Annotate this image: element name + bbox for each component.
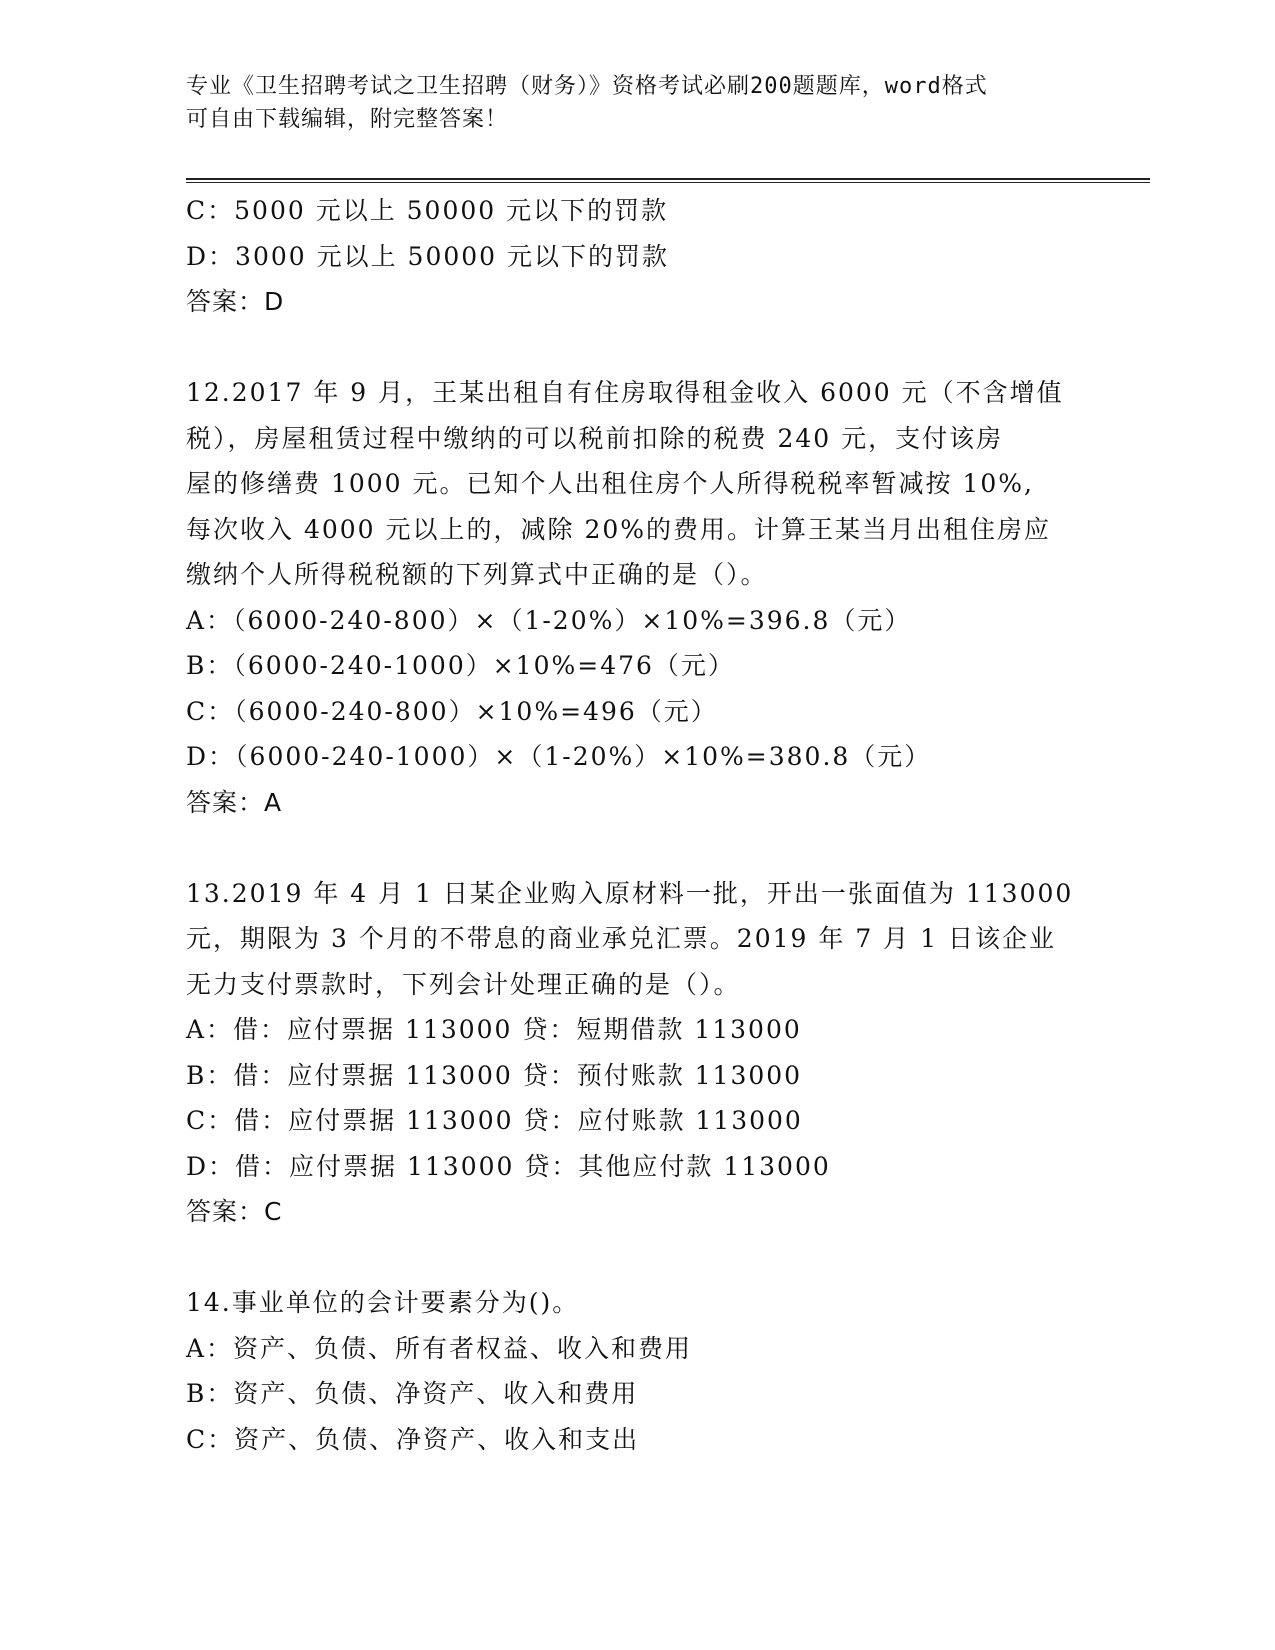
- q12-option-b: B：（6000-240-1000）×10%=476（元）: [186, 651, 735, 680]
- q12-option-c: C：（6000-240-800）×10%=496（元）: [186, 696, 718, 726]
- q11-option-c: C：5000 元以上 50000 元以下的罚款: [186, 196, 669, 225]
- q14-option-a: A：资产、负债、所有者权益、收入和费用: [186, 1333, 693, 1363]
- spacer: [186, 1235, 1086, 1281]
- q12-stem-line-4: 每次收入 4000 元以上的，减除 20%的费用。计算王某当月出租住房应: [186, 514, 1052, 544]
- q14-option-b: B：资产、负债、净资产、收入和费用: [186, 1379, 639, 1408]
- spacer: [186, 325, 1086, 371]
- q12-option-a: A：（6000-240-800）×（1-20%）×10%=396.8（元）: [186, 605, 912, 635]
- q14-option-c: C：资产、负债、净资产、收入和支出: [186, 1424, 640, 1454]
- q11-answer: 答案：D: [186, 287, 285, 316]
- header-line-2: 可自由下载编辑，附完整答案！: [186, 107, 509, 132]
- q13-option-b: B：借：应付票据 113000 贷：预付账款 113000: [186, 1060, 803, 1090]
- q13-answer: 答案：C: [186, 1197, 283, 1226]
- q12-answer: 答案：A: [186, 787, 283, 817]
- document-header: [186, 70, 1086, 136]
- q13-option-d: D：借：应付票据 113000 贷：其他应付款 113000: [186, 1151, 831, 1181]
- q12-stem-line-1: 12.2017 年 9 月，王某出租自有住房取得租金收入 6000 元（不含增值: [186, 378, 1064, 407]
- header-divider: [186, 178, 1150, 183]
- q13-stem-line-1: 13.2019 年 4 月 1 日某企业购入原材料一批，开出一张面值为 113000: [186, 878, 1074, 908]
- q13-stem-line-3: 无力支付票款时，下列会计处理正确的是（）。: [186, 969, 741, 999]
- spacer: [186, 825, 1086, 871]
- header-line-1: 专业《卫生招聘考试之卫生招聘（财务）》资格考试必刷200题题库，word格式: [186, 74, 988, 99]
- q13-option-a: A：借：应付票据 113000 贷：短期借款 113000: [186, 1015, 802, 1044]
- q13-option-c: C：借：应付票据 113000 贷：应付账款 113000: [186, 1106, 803, 1135]
- q13-stem-line-2: 元，期限为 3 个月的不带息的商业承兑汇票。2019 年 7 月 1 日该企业: [186, 924, 1056, 953]
- q12-stem-line-5: 缴纳个人所得税税额的下列算式中正确的是（）。: [186, 560, 768, 589]
- q14-stem: 14.事业单位的会计要素分为()。: [186, 1288, 580, 1317]
- q12-stem-line-2: 税），房屋租赁过程中缴纳的可以税前扣除的税费 240 元，支付该房: [186, 423, 1004, 453]
- question-content: [186, 188, 1086, 1462]
- q12-option-d: D：（6000-240-1000）×（1-20%）×10%=380.8（元）: [186, 742, 932, 771]
- q11-option-d: D：3000 元以上 50000 元以下的罚款: [186, 241, 670, 271]
- q12-stem-line-3: 屋的修缮费 1000 元。已知个人出租住房个人所得税税率暂减按 10%,: [186, 469, 1034, 498]
